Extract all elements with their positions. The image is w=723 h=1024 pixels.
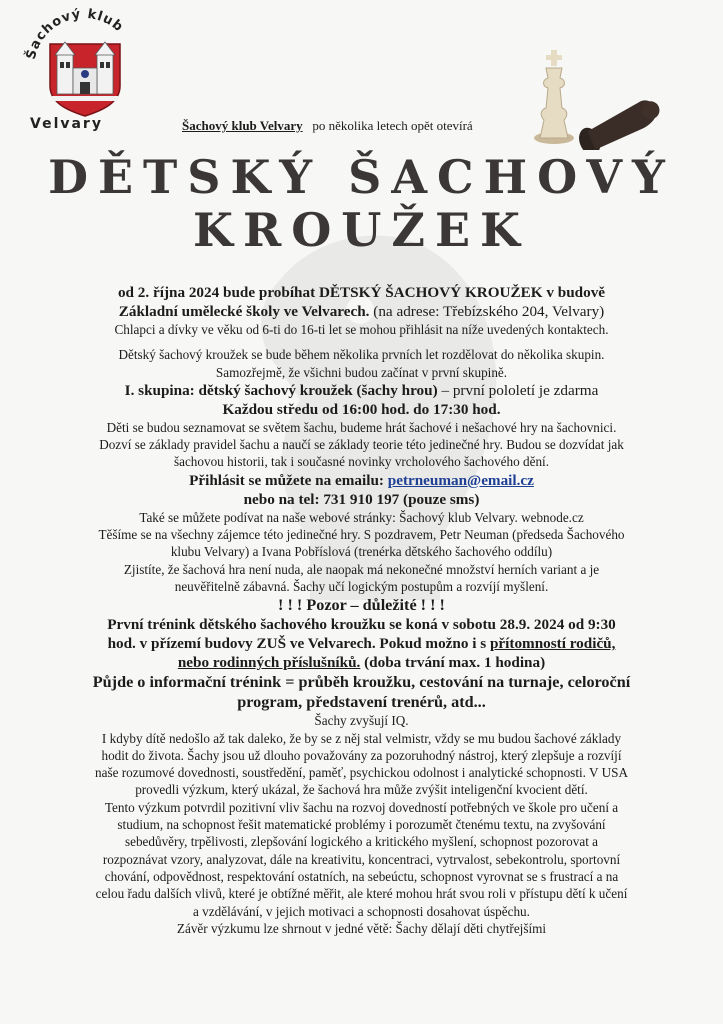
fun-line-1: Zjistíte, že šachová hra není nuda, ale naopak má nekonečné množství herních variant a je: [123, 561, 600, 577]
phone-line: nebo na tel: 731 910 197 (pouze sms): [243, 490, 480, 508]
first-training-line: První trénink dětského šachového kroužku se koná v sobotu 28.9. 2024 od 9:30: [107, 616, 616, 634]
intro-club-name: Šachový klub Velvary: [182, 118, 303, 133]
iq-line: a vzdělávání, v jejich motivaci a schopnosti dosahovat úspěchu.: [193, 903, 530, 919]
svg-text:Šachový klub: Šachový klub: [23, 6, 127, 62]
group-one-line: [30, 381, 693, 400]
iq-line: studium, na schopnost řešit matematické problémy i porozumět čtenému textu, na zvyšování: [117, 817, 606, 833]
group-one-title: I. skupina: dětský šachový kroužek (šachy hrou): [124, 381, 438, 399]
info-training-line-2: program, představení trenérů, atd...: [237, 693, 486, 712]
location-line: [30, 302, 693, 321]
duration-note: (doba trvání max. 1 hodina): [360, 654, 546, 672]
description-line-3: šachovou historii, tak i současné novinky vrcholového šachového dění.: [173, 454, 550, 470]
iq-line: hodit do života. Šachy jsou už dlouho považovány za pozoruhodný nástroj, který zlepšuje a rozvíjí: [101, 747, 622, 763]
iq-line: provedli výzkum, který ukázal, že šachová hra může zvýšit inteligenční kvocient dětí.: [135, 782, 588, 798]
greeting-line-2: klubu Velvary) a Ivana Pobříslová (trenérka dětského šachového oddílu): [170, 544, 553, 560]
intro-line: [182, 118, 473, 134]
iq-line: sebedůvěry, trpělivosti, zlepšování logického a kritického myšlení, schopnost pozorovat a: [124, 834, 599, 850]
description-line-2: Dozví se základy pravidel šachu a naučí se základy teorie této jedinečné hry. Budou se dozvídat jak: [99, 437, 624, 453]
group-one-free: – první pololetí je zdarma: [437, 381, 599, 399]
groups-line: Dětský šachový kroužek se bude během několika prvních let rozdělovat do několika skupin.: [118, 347, 605, 363]
address: (na adrese: Třebízského 204, Velvary): [369, 303, 605, 320]
info-training-line-1: Půjde o informační trénink = průběh kroužku, cestování na turnaje, celoroční: [92, 673, 631, 692]
iq-line: Tento výzkum potvrdil pozitivní vliv šachu na rozvoj dovedností potřebných ve škole pro učení a: [104, 799, 619, 815]
iq-line: naše rozumové dovednosti, soustředění, paměť, psychickou odolnost i analytické schopnosti. V USA: [95, 765, 628, 781]
first-group-line: Samozřejmě, že všichni budou začínat v první skupině.: [215, 364, 508, 380]
intro-text: po několika letech opět otevírá: [312, 118, 473, 133]
fun-line-2: neuvěřitelně zábavná. Šachy učí logickým postupům a rozvíjí myšlení.: [174, 578, 549, 594]
logo-town-name: Velvary: [30, 116, 103, 132]
description-line-1: Děti se budou seznamovat se světem šachu, budeme hrát šachové i nešachové hry na šachovnici.: [106, 419, 617, 435]
training-place-line: [30, 634, 693, 653]
training-place: hod. v přízemí budovy ZUŠ ve Velvarech. Pokud možno i s: [107, 635, 490, 653]
iq-line: Závěr výzkumu lze shrnout v jedné větě: Šachy dělají děti chytřejšími: [176, 920, 547, 936]
title-line-1: DĚTSKÝ ŠACHOVÝ: [48, 150, 675, 204]
iq-heading: Šachy zvyšují IQ.: [314, 713, 409, 729]
iq-line: celou řadu dalších vlivů, které je obtížné měřit, ale které mohou hrát svou roli v přístupu dětí k učení: [95, 886, 628, 902]
email-label: Přihlásit se můžete na emailu:: [189, 471, 388, 489]
parents-note: přítomností rodičů,: [489, 635, 616, 653]
greeting-line-1: Těšíme se na všechny zájemce této jedinečné hry. S pozdravem, Petr Neuman (předseda Šachového: [98, 527, 625, 543]
family-note: nebo rodinných příslušníků.: [177, 654, 361, 672]
iq-line: rozpoznávat vzory, analyzovat, dále na kreativitu, koncentraci, vytrvalost, sebekontrolu, sportovní: [102, 851, 621, 867]
start-date-line: od 2. října 2024 bude probíhat DĚTSKÝ ŠACHOVÝ KROUŽEK v budově: [117, 284, 606, 301]
title-line-2: KROUŽEK: [192, 203, 530, 257]
website-line: Také se můžete podívat na naše webové stránky: Šachový klub Velvary. webnode.cz: [139, 509, 584, 525]
school-name: Základní umělecké školy ve Velvarech.: [118, 303, 370, 320]
notice-heading: ! ! ! Pozor – důležité ! ! !: [278, 596, 445, 615]
age-line: Chlapci a dívky ve věku od 6-ti do 16-ti let se mohou přihlásit na níže uvedených kontaktech.: [114, 322, 609, 337]
poster-body: [30, 283, 693, 937]
iq-line: chování, odpovědnost, respektování ostatních, na sebeúctu, schopnost vyrovnat se s frustrací a na: [104, 868, 619, 884]
schedule-line: Každou středu od 16:00 hod. do 17:30 hod.: [222, 400, 501, 418]
chess-pieces-image: [526, 40, 666, 150]
iq-paragraph: [30, 730, 693, 938]
email-line: [30, 471, 693, 490]
family-line: [30, 653, 693, 672]
iq-line: I kdyby dítě nedošlo až tak daleko, že by se z něj stal velmistr, vždy se mu budou šachové základy: [101, 730, 622, 746]
email-link[interactable]: petrneuman@email.cz: [387, 471, 534, 489]
